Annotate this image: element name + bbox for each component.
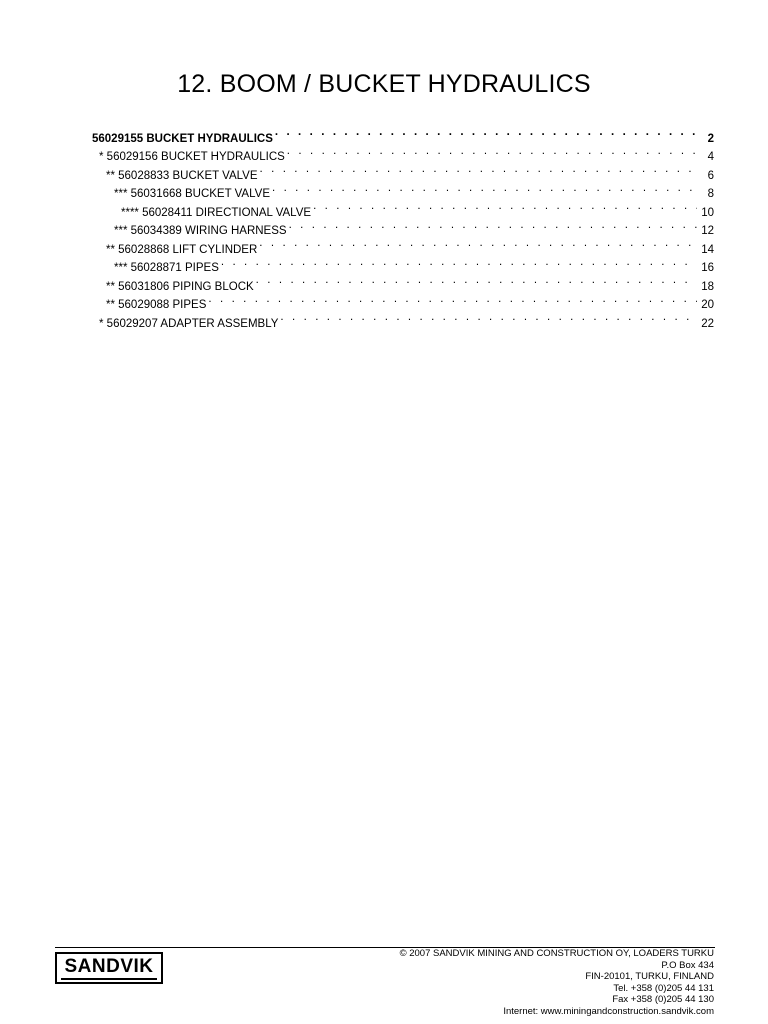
dot-leader <box>313 197 697 216</box>
toc-page-number: 10 <box>701 206 714 219</box>
toc-entry-text: * 56029156 BUCKET HYDRAULICS <box>99 151 285 163</box>
footer-fax: Fax +358 (0)205 44 130 <box>612 994 714 1005</box>
toc-page-number: 16 <box>701 262 714 274</box>
toc-entry-text: ** 56028868 LIFT CYLINDER <box>106 243 258 256</box>
sandvik-logo <box>55 952 163 984</box>
footer-address <box>400 948 714 1017</box>
toc-page-number: 6 <box>707 169 714 182</box>
footer-city: FIN-20101, TURKU, FINLAND <box>585 971 714 982</box>
footer-copyright: © 2007 SANDVIK MINING AND CONSTRUCTION OY, LOADERS TURKU <box>399 948 714 959</box>
table-of-contents <box>92 123 714 330</box>
toc-entry-text: *** 56031668 BUCKET VALVE <box>114 188 270 200</box>
toc-page-number: 14 <box>701 243 714 256</box>
toc-page-number: 12 <box>701 225 714 237</box>
toc-entry-text: *** 56034389 WIRING HARNESS <box>114 225 287 237</box>
toc-entry-text: ** 56031806 PIPING BLOCK <box>106 280 254 293</box>
toc-entry-text: ** 56029088 PIPES <box>106 299 207 311</box>
toc-page-number: 4 <box>707 151 714 163</box>
toc-entry-text: ** 56028833 BUCKET VALVE <box>106 169 258 182</box>
footer-po-box: P.O Box 434 <box>661 959 714 971</box>
dot-leader <box>260 160 697 179</box>
dot-leader <box>275 123 697 142</box>
toc-page-number: 20 <box>701 299 714 311</box>
logo-underline <box>61 978 157 980</box>
footer-internet-link[interactable]: Internet: www.miningandconstruction.sandvik.com <box>503 1005 714 1017</box>
dot-leader <box>287 142 697 161</box>
dot-leader <box>272 179 697 198</box>
dot-leader <box>280 308 697 327</box>
page-title: 12. BOOM / BUCKET HYDRAULICS <box>177 70 591 98</box>
toc-entry-text: **** 56028411 DIRECTIONAL VALVE <box>121 206 312 219</box>
toc-page-number: 18 <box>701 280 714 293</box>
dot-leader <box>221 253 697 272</box>
dot-leader <box>208 290 697 309</box>
logo-text: SANDVIK <box>64 955 154 977</box>
toc-page-number: 2 <box>707 132 714 145</box>
toc-entry-text: 56029155 BUCKET HYDRAULICS <box>92 132 273 145</box>
toc-entry[interactable] <box>92 123 714 145</box>
dot-leader <box>289 216 697 235</box>
toc-entry-text: *** 56028871 PIPES <box>114 262 219 274</box>
dot-leader <box>256 271 697 290</box>
toc-entry-text: * 56029207 ADAPTER ASSEMBLY <box>99 317 279 330</box>
dot-leader <box>259 234 697 253</box>
toc-page-number: 8 <box>707 188 714 200</box>
toc-page-number: 22 <box>701 317 714 330</box>
footer-tel: Tel. +358 (0)205 44 131 <box>613 982 714 994</box>
